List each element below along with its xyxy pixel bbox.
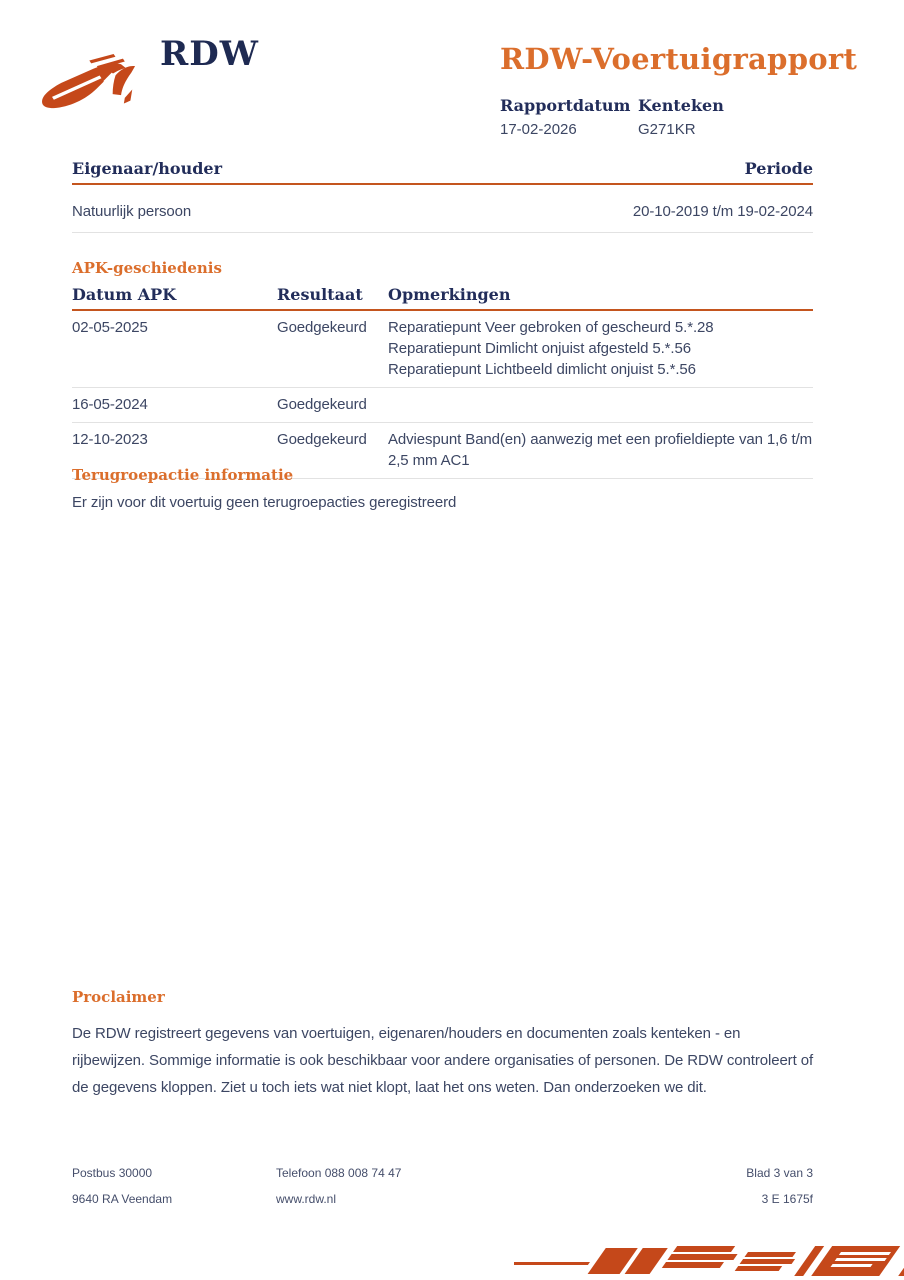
owner-heading: Eigenaar/houder	[72, 159, 223, 178]
column-header-opmerkingen: Opmerkingen	[388, 285, 511, 304]
proclaimer-text: De RDW registreert gegevens van voertuigen, eigenaren/houders en documenten zoals kenteken - en rijbewijzen. Sommige informatie is ook beschikbaar voor andere organisaties of personen. De RDW controleert of de gegevens kloppen. Ziet u toch iets wat niet klopt, laat het ons weten. Dan onderzoeken we dit.	[72, 1025, 814, 1096]
opmerking-line: Reparatiepunt Lichtbeeld dimlicht onjuist 5.*.56	[388, 361, 696, 378]
cell-opmerkingen	[388, 429, 813, 471]
owner-value-row	[72, 201, 813, 233]
recall-text: Er zijn voor dit voertuig geen terugroepacties geregistreerd	[72, 494, 457, 511]
apk-table-header	[72, 285, 813, 311]
proclaimer-section	[72, 988, 817, 1101]
cell-resultaat: Goedgekeurd	[277, 396, 367, 413]
period-value: 20-10-2019 t/m 19-02-2024	[632, 203, 813, 220]
footer-page-block	[746, 1166, 813, 1218]
owner-value: Natuurlijk persoon	[72, 203, 192, 220]
footer-stripes-graphic	[514, 1242, 904, 1280]
page-title: RDW-Voertuigrapport	[500, 42, 858, 76]
footer-phone: Telefoon 088 008 74 47	[276, 1166, 402, 1180]
proclaimer-heading: Proclaimer	[72, 988, 165, 1006]
cell-datum: 16-05-2024	[72, 396, 148, 413]
report-meta	[500, 96, 776, 138]
cell-resultaat: Goedgekeurd	[277, 319, 367, 336]
rdw-logo-text: RDW	[160, 34, 259, 74]
kenteken-label: Kenteken	[638, 96, 724, 115]
footer-contact-block	[276, 1166, 746, 1218]
rapportdatum-label: Rapportdatum	[500, 96, 631, 115]
column-header-datum: Datum APK	[72, 285, 177, 304]
opmerking-line: Adviespunt Band(en) aanwezig met een profieldiepte van 1,6 t/m 2,5 mm AC1	[388, 431, 813, 469]
owner-section	[72, 159, 813, 233]
column-header-resultaat: Resultaat	[277, 285, 363, 304]
opmerking-line: Reparatiepunt Dimlicht onjuist afgesteld 5.*.56	[388, 340, 691, 357]
recall-heading: Terugroepactie informatie	[72, 466, 294, 484]
footer-address-line2: 9640 RA Veendam	[72, 1192, 173, 1206]
footer-address-block	[72, 1166, 276, 1218]
footer-address-line1: Postbus 30000	[72, 1166, 153, 1180]
cell-resultaat: Goedgekeurd	[277, 431, 367, 448]
opmerking-line: Reparatiepunt Veer gebroken of gescheurd 5.*.28	[388, 319, 714, 336]
page-footer	[72, 1166, 813, 1218]
cell-opmerkingen	[388, 394, 813, 415]
table-row	[72, 388, 813, 423]
footer-website: www.rdw.nl	[276, 1192, 337, 1206]
footer-form-code: 3 E 1675f	[761, 1192, 813, 1206]
rdw-feather-logo-icon	[38, 52, 150, 112]
cell-datum: 12-10-2023	[72, 431, 148, 448]
kenteken-block	[638, 96, 776, 138]
rapportdatum-block	[500, 96, 638, 138]
table-row	[72, 311, 813, 388]
cell-datum: 02-05-2025	[72, 319, 148, 336]
apk-history-section	[72, 259, 813, 479]
kenteken-value: G271KR	[638, 121, 696, 138]
owner-section-header	[72, 159, 813, 185]
rapportdatum-value: 17-02-2026	[500, 121, 577, 138]
period-heading: Periode	[744, 159, 813, 178]
recall-section	[72, 466, 813, 513]
apk-section-heading: APK-geschiedenis	[72, 259, 222, 277]
footer-page-indicator: Blad 3 van 3	[746, 1166, 813, 1180]
cell-opmerkingen	[388, 317, 813, 380]
